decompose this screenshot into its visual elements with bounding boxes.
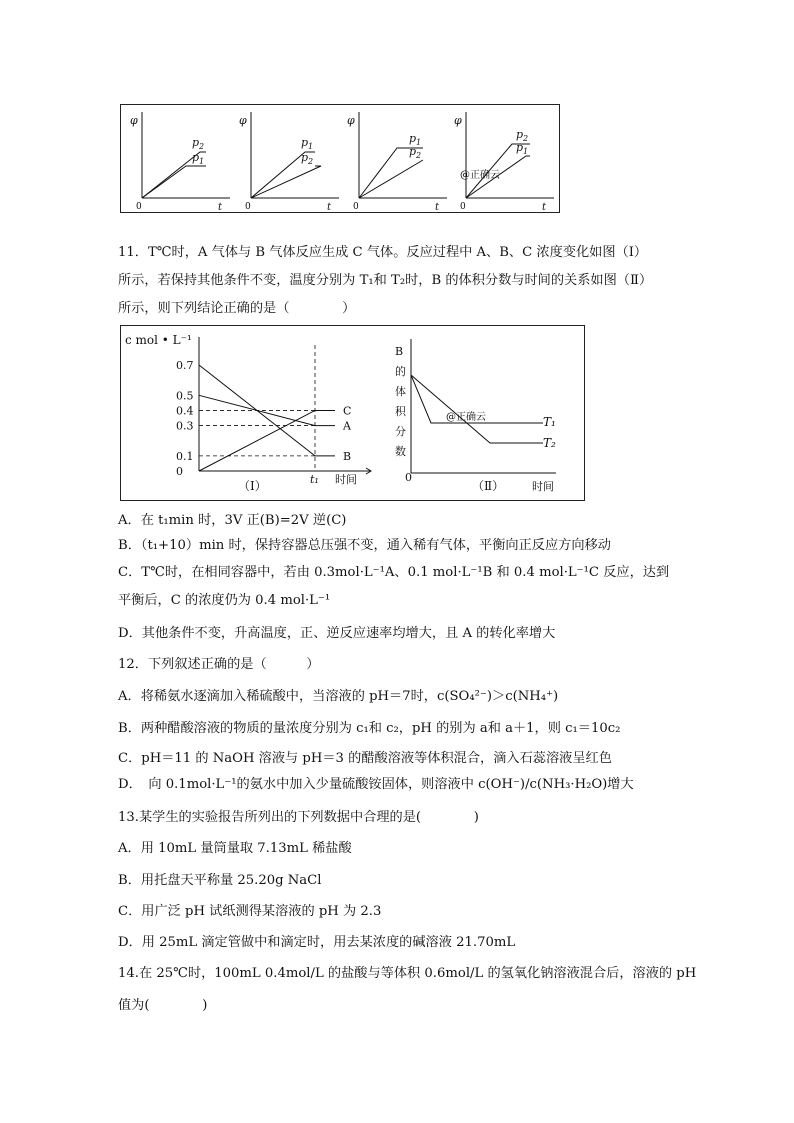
q11-option-d: D．其他条件不变，升高温度，正、逆反应速率均增大，且 A 的转化率增大 (118, 626, 556, 641)
q10-panel-1-x-label: t (218, 202, 223, 213)
chart-2-ylabel-char-2: 的 (395, 365, 406, 378)
q10-panel-4-x-label: t (542, 202, 547, 213)
q10-panel-3-curve-bottom (359, 160, 423, 198)
chart-1-xlabel: 时间 (335, 473, 357, 486)
q12-option-b: B．两种醋酸溶液的物质的量浓度分别为 c₁和 c₂，pH 的别为 a和 a＋1，则 c₁＝10c₂ (118, 721, 621, 736)
chart-2-label-T1: T₁ (543, 415, 556, 429)
q10-panel-1-curve-bottom (142, 166, 206, 198)
q13-option-b: B．用托盘天平称量 25.20g NaCl (118, 873, 322, 888)
chart-1-caption: （Ⅰ） (238, 479, 267, 493)
q10-panel-1-label-top: $p_2$ (192, 136, 205, 151)
q12-option-d: D． 向 0.1mol·L⁻¹的氨水中加入少量硫酸铵固体，则溶液中 c(OH⁻)/c(NH₃·H₂O)增大 (118, 777, 634, 792)
q11-option-c: C．T℃时，在相同容器中，若由 0.3mol·L⁻¹A、0.1 mol·L⁻¹B 和 0.4 mol·L⁻¹C 反应，达到 (118, 565, 670, 580)
chart-1 (125, 333, 371, 493)
q10-panel-3-label-top: $p_1$ (409, 132, 422, 147)
q12-option-c: C．pH＝11 的 NaOH 溶液与 pH＝3 的醋酸溶液等体积混合，滴入石蕊溶液呈红色 (118, 751, 612, 766)
chart-1-ytick-0.3: 0.3 (176, 419, 194, 433)
chart-2-ylabel-char-4: 积 (395, 405, 406, 418)
chart-2-ylabel-char-1: B (395, 345, 404, 358)
q11-line-1: 11．T℃时，A 气体与 B 气体反应生成 C 气体。反应过程中 A、B、C 浓度变化如图（Ⅰ） (118, 245, 648, 260)
chart-2-ylabel-char-5: 分 (395, 425, 406, 438)
q10-panel-2-curve-bottom (251, 166, 321, 198)
q13-option-c: C．用广泛 pH 试纸测得某溶液的 pH 为 2.3 (118, 904, 382, 919)
chart-1-ytick-0.4: 0.4 (176, 404, 194, 418)
q10-panel-2-label-bottom: $p_2$ (301, 151, 314, 166)
chart-1-ytick-0.5: 0.5 (176, 389, 194, 403)
chart-2-xlabel: 时间 (532, 480, 554, 493)
q10-panel-2-x-label: t (327, 202, 332, 213)
q12-stem: 12．下列叙述正确的是（ ） (118, 657, 320, 672)
q10-panel-2-y-label: φ (239, 114, 247, 127)
chart-2 (395, 339, 556, 493)
q12-option-a: A．将稀氨水逐滴加入稀硫酸中，当溶液的 pH＝7时，c(SO₄²⁻)＞c(NH₄⁺) (118, 689, 559, 704)
q13-option-d: D．用 25mL 滴定管做中和滴定时，用去某浓度的碱溶液 21.70mL (118, 935, 516, 950)
chart-2-ylabel-char-6: 数 (395, 445, 406, 458)
chart-1-series-label-B: B (343, 449, 352, 463)
q14-line-2: 值为( ) (118, 998, 208, 1013)
chart-1-series-C (199, 410, 335, 471)
q11-line-2: 所示，若保持其他条件不变，温度分别为 T₁和 T₂时，B 的体积分数与时间的关系如图（Ⅱ） (118, 273, 653, 288)
chart-2-caption: （Ⅱ） (472, 479, 505, 493)
q11-option-a: A．在 t₁min 时，3V 正(B)=2V 逆(C) (118, 513, 347, 528)
q10-panel-4-label-top: $p_2$ (516, 128, 529, 143)
q10-panel-1-label-bottom: $p_1$ (192, 151, 205, 166)
chart-2-watermark: @正确云 (446, 412, 486, 423)
q10-panel-4-label-bottom: $p_1$ (516, 141, 529, 156)
chart-1-ytick-0.7: 0.7 (176, 359, 194, 373)
q10-figure (120, 104, 562, 214)
q10-panel-2-origin: 0 (245, 202, 251, 212)
q10-panel-3-y-label: φ (347, 114, 355, 127)
chart-2-ylabel-char-3: 体 (395, 385, 406, 398)
q10-panel-4-origin: 0 (460, 202, 466, 212)
q10-panel-3-x-label: t (435, 202, 440, 213)
q10-figure-border (121, 105, 560, 213)
q14-line-1: 14.在 25℃时，100mL 0.4mol/L 的盐酸与等体积 0.6mol/L 的氢氧化钠溶液混合后，溶液的 pH (118, 966, 697, 981)
chart-1-series-label-C: C (343, 404, 352, 418)
q10-watermark: @正确云 (460, 170, 500, 181)
chart-2-origin: 0 (405, 471, 412, 484)
q10-panel-4-y-label: φ (454, 114, 462, 127)
q10-panel-3-label-bottom: $p_2$ (409, 145, 422, 160)
chart-2-series-T2 (411, 375, 543, 443)
q11-option-b: B．（t₁+10）min 时，保持容器总压强不变，通入稀有气体，平衡向正反应方向移动 (118, 538, 611, 553)
q11-figure (120, 325, 586, 502)
q13-option-a: A．用 10mL 量筒量取 7.13mL 稀盐酸 (118, 841, 352, 856)
chart-1-t1-label: t₁ (310, 473, 319, 486)
chart-1-ytick-0: 0 (176, 465, 183, 478)
chart-1-ylabel: c mol • L⁻¹ (125, 333, 192, 347)
q10-panel-3-origin: 0 (353, 202, 359, 212)
q10-panel-1-origin: 0 (136, 202, 142, 212)
q13-stem: 13.某学生的实验报告所列出的下列数据中合理的是( ) (118, 810, 479, 825)
q11-option-c-cont: 平衡后，C 的浓度仍为 0.4 mol·L⁻¹ (118, 593, 331, 608)
q10-panel-1-y-label: φ (130, 114, 138, 127)
chart-2-label-T2: T₂ (543, 436, 556, 450)
chart-1-ytick-0.1: 0.1 (176, 449, 194, 463)
chart-1-series-label-A: A (343, 419, 351, 433)
q11-line-3: 所示，则下列结论正确的是（ ） (118, 301, 356, 316)
q10-panel-2-label-top: $p_1$ (301, 136, 314, 151)
